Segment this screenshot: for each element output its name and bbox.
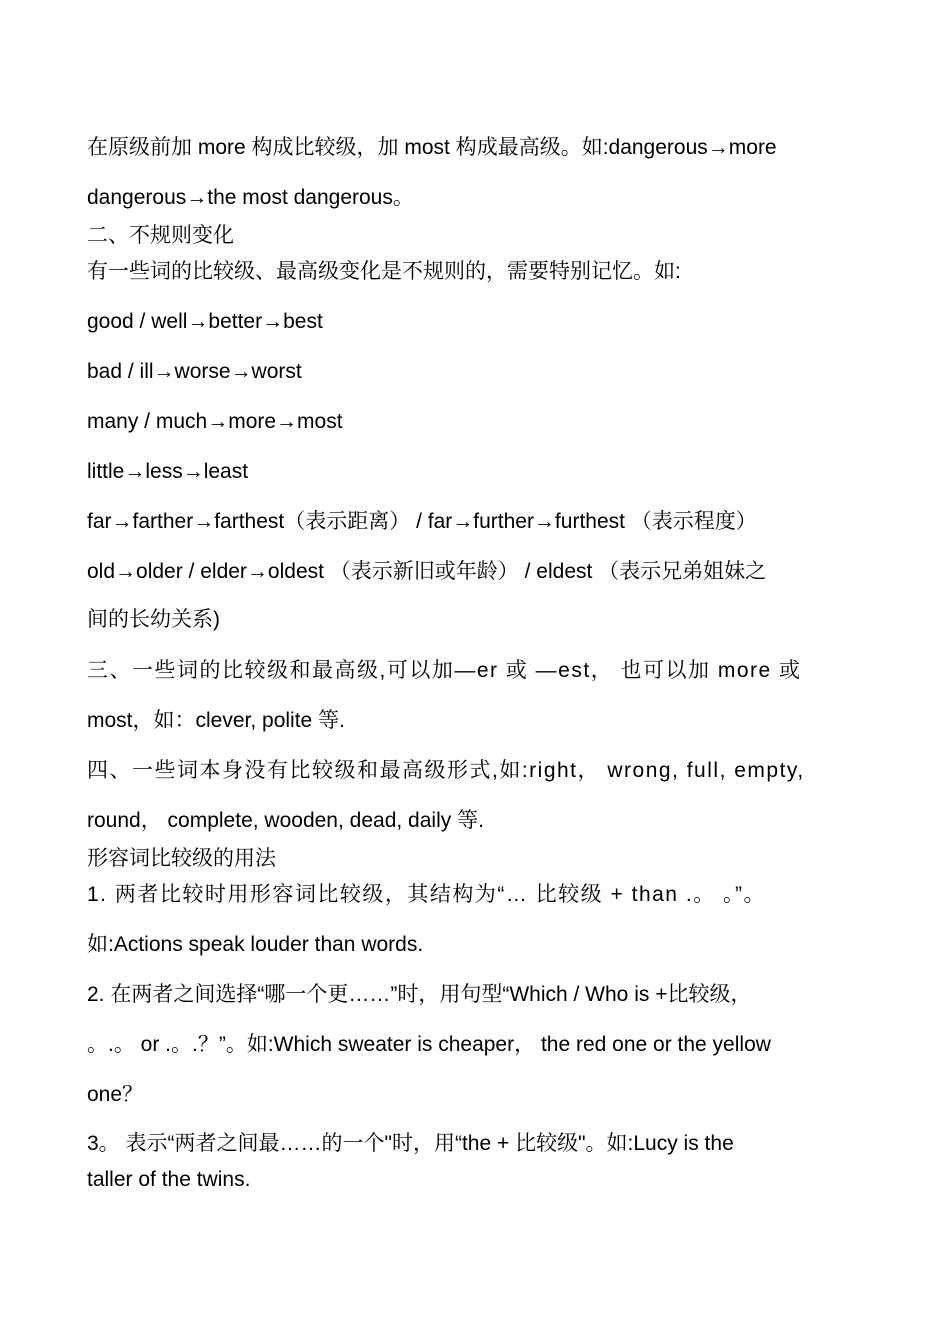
line-11: 间的长幼关系)	[87, 608, 220, 631]
section-three: 三、一些词的比较级和最高级,可以加—er 或 —est， 也可以加 more 或	[87, 659, 802, 682]
line-2: dangerous→the most dangerous。	[87, 186, 414, 209]
usage-1: 1. 两者比较时用形容词比较级，其结构为“… 比较级 + than .。 。”。	[87, 883, 766, 906]
line-15: round， complete, wooden, dead, daily 等.	[87, 809, 484, 832]
usage-3-cont: taller of the twins.	[87, 1168, 251, 1191]
section-heading-usage: 形容词比较级的用法	[87, 847, 276, 870]
line-4: 有一些词的比较级、最高级变化是不规则的，需要特别记忆。如:	[87, 260, 681, 283]
usage-2-cont: 。.。 or .。.？”。如:Which sweater is cheaper， the red one or the yellow	[87, 1033, 771, 1056]
example-many: many / much→more→most	[87, 410, 343, 433]
usage-2-end: one？	[87, 1083, 144, 1106]
section-four: 四、一些词本身没有比较级和最高级形式,如:right， wrong, full, empty,	[87, 759, 805, 782]
line-1: 在原级前加 more 构成比较级，加 most 构成最高级。如:dangerous→more	[87, 136, 777, 159]
usage-2: 2. 在两者之间选择“哪一个更……”时，用句型“Which / Who is +比较级，	[87, 983, 752, 1006]
section-heading-irregular: 二、不规则变化	[87, 224, 234, 247]
example-good: good / well→better→best	[87, 310, 323, 333]
usage-1-example: 如:Actions speak louder than words.	[87, 933, 424, 956]
line-13: most，如：clever, polite 等.	[87, 709, 345, 732]
usage-3: 3。 表示“两者之间最……的一个"时，用“the + 比较级"。如:Lucy is the	[87, 1132, 734, 1155]
example-old: old→older / elder→oldest （表示新旧或年龄） / eldest （表示兄弟姐妹之	[87, 560, 767, 583]
example-far: far→farther→farthest（表示距离） / far→further→furthest （表示程度）	[87, 510, 757, 533]
example-bad: bad / ill→worse→worst	[87, 360, 302, 383]
example-little: little→less→least	[87, 460, 249, 483]
